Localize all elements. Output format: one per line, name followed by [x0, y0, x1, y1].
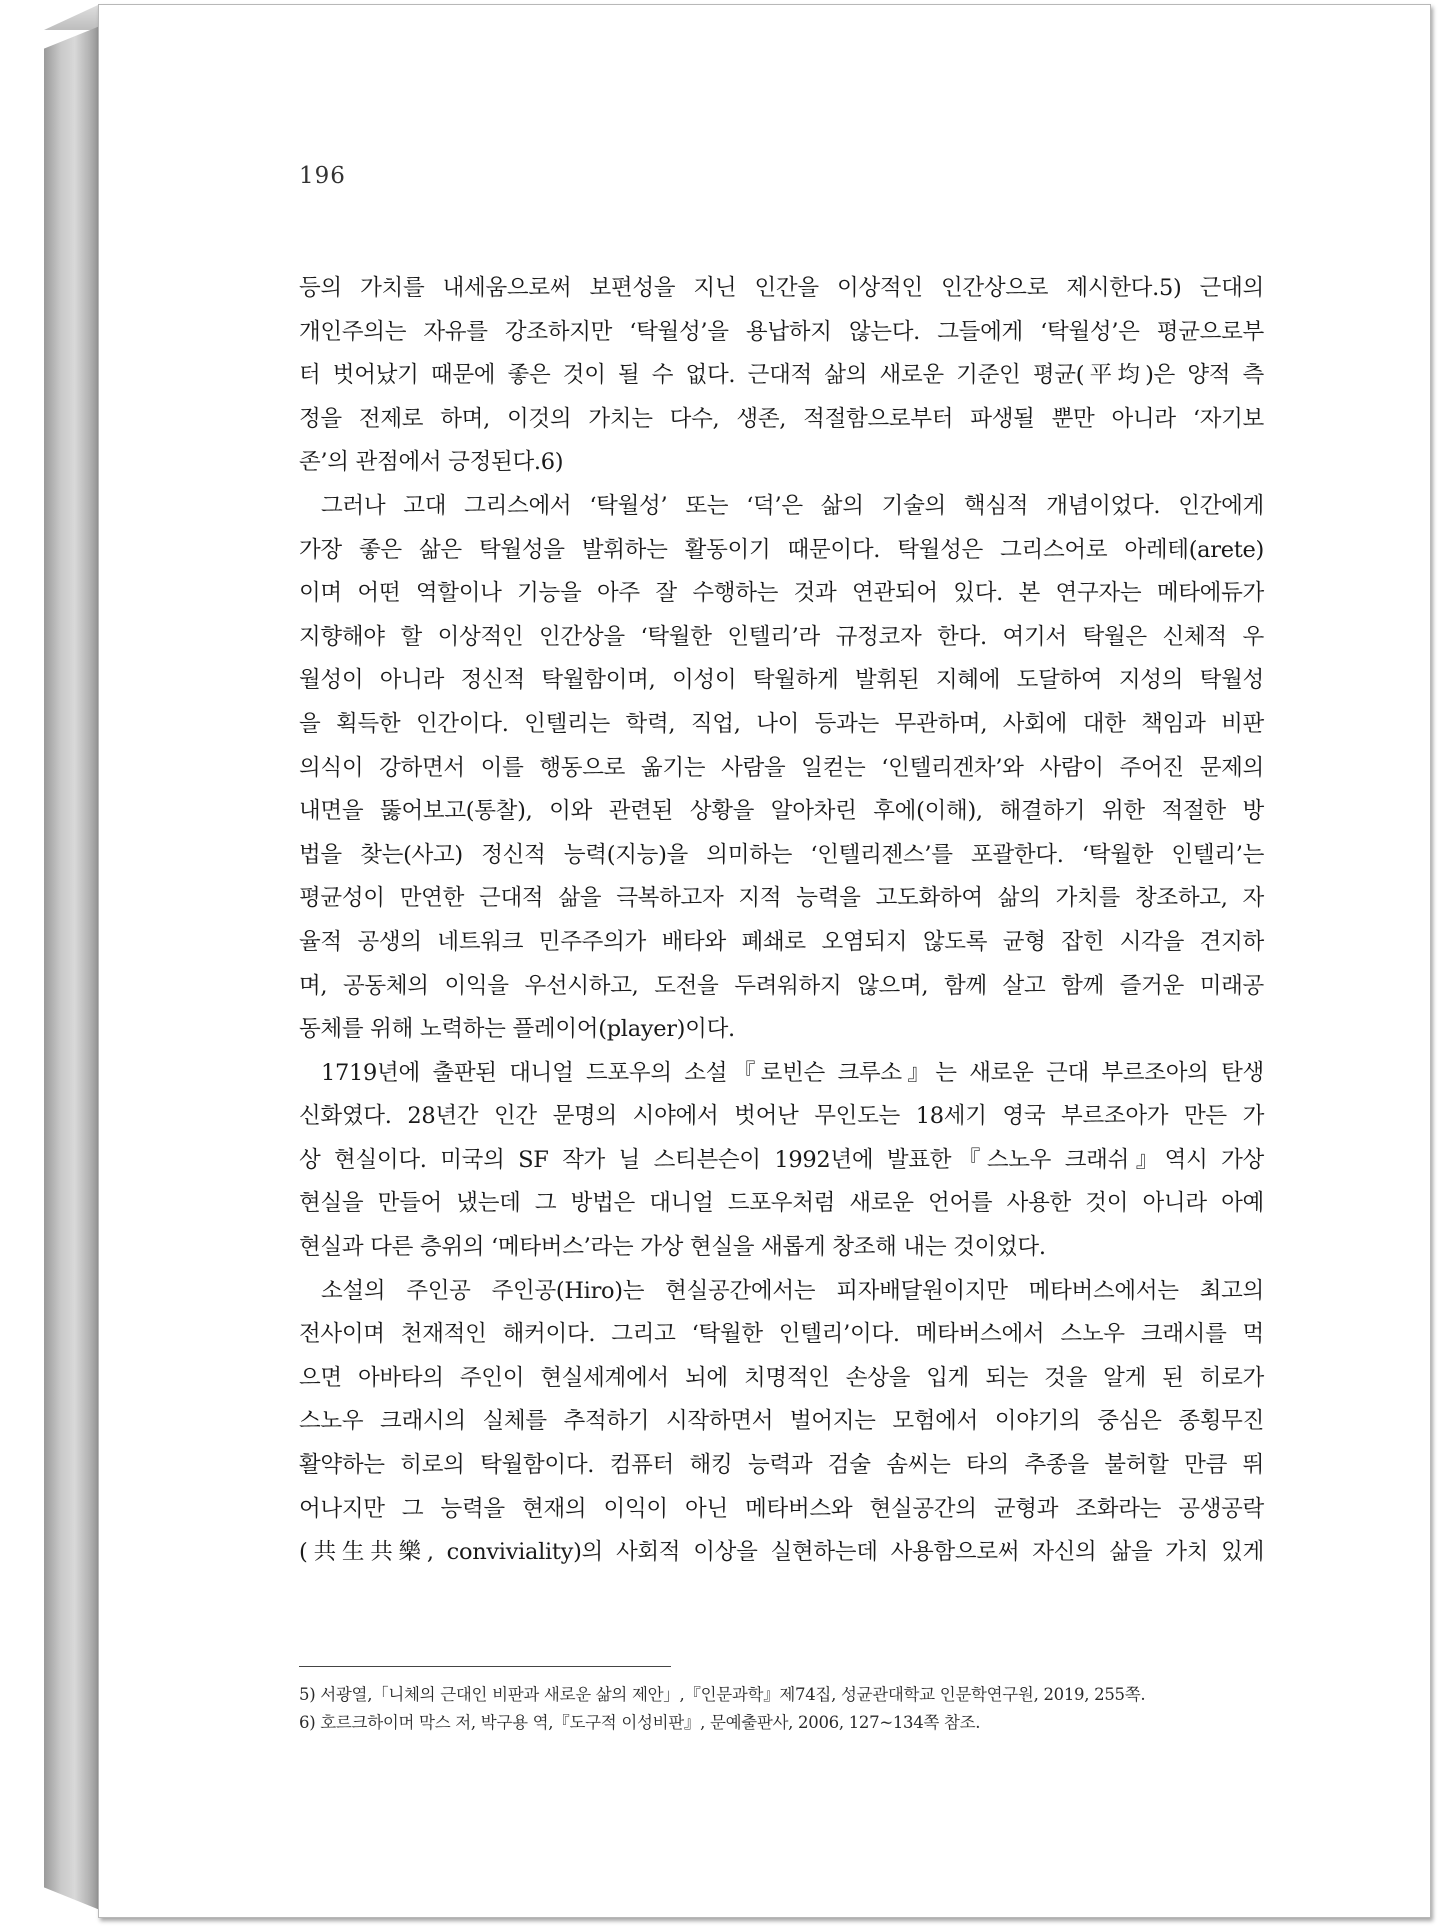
text-line: 스노우 크래시의 실체를 추적하기 시작하면서 벌어지는 모험에서 이야기의 중심은 종횡무진 — [299, 1408, 1264, 1435]
text-line: 동체를 위해 노력하는 플레이어(player)이다. — [299, 1016, 735, 1043]
body-text — [299, 267, 1264, 1575]
text-line: 1719년에 출판된 대니얼 드포우의 소설『로빈슨 크루소』는 새로운 근대 부르조아의 탄생 — [321, 1059, 1264, 1086]
text-line: 등의 가치를 내세움으로써 보편성을 지닌 인간을 이상적인 인간상으로 제시한다.5) 근대의 — [299, 275, 1264, 301]
text-line: 터 벗어났기 때문에 좋은 것이 될 수 없다. 근대적 삶의 새로운 기준인 평균(平均)은 양적 측 — [299, 362, 1264, 389]
text-line: 소설의 주인공 주인공(Hiro)는 현실공간에서는 피자배달원이지만 메타버스에서는 최고의 — [321, 1277, 1264, 1304]
text-line: 존’의 관점에서 긍정된다.6) — [299, 449, 564, 476]
footnote-divider — [299, 1666, 671, 1667]
footnotes — [299, 1681, 1264, 1737]
text-line: 그러나 고대 그리스에서 ‘탁월성’ 또는 ‘덕’은 삶의 기술의 핵심적 개념이었다. 인간에게 — [321, 492, 1264, 519]
text-line: 어나지만 그 능력을 현재의 이익이 아닌 메타버스와 현실공간의 균형과 조화라는 공생공락 — [299, 1495, 1264, 1522]
text-line: (共生共樂, conviviality)의 사회적 이상을 실현하는데 사용함으로써 자신의 삶을 가치 있게 — [299, 1539, 1264, 1566]
text-line: 법을 찾는(사고) 정신적 능력(지능)을 의미하는 ‘인텔리젠스’를 포괄한다. ‘탁월한 인텔리’는 — [299, 841, 1264, 868]
text-line: 상 현실이다. 미국의 SF 작가 닐 스티븐슨이 1992년에 발표한『스노우 크래쉬』역시 가상 — [299, 1146, 1264, 1173]
text-line: 전사이며 천재적인 해커이다. 그리고 ‘탁월한 인텔리’이다. 메타버스에서 스노우 크래시를 먹 — [299, 1321, 1264, 1348]
text-line: 이며 어떤 역할이나 기능을 아주 잘 수행하는 것과 연관되어 있다. 본 연구자는 메타에듀가 — [299, 580, 1264, 607]
text-line: 정을 전제로 하며, 이것의 가치는 다수, 생존, 적절함으로부터 파생될 뿐만 아니라 ‘자기보 — [299, 405, 1264, 432]
text-line: 으면 아바타의 주인이 현실세계에서 뇌에 치명적인 손상을 입게 되는 것을 알게 된 히로가 — [299, 1364, 1264, 1391]
text-line: 내면을 뚫어보고(통찰), 이와 관련된 상황을 알아차린 후에(이해), 해결하기 위한 적절한 방 — [299, 798, 1264, 825]
footnote-5: 5) 서광열,「니체의 근대인 비판과 새로운 삶의 제안」,『인문과학』제74집, 성균관대학교 인문학연구원, 2019, 255쪽. — [299, 1685, 1146, 1704]
footnote-6: 6) 호르크하이머 막스 저, 박구용 역,『도구적 이성비판』, 문예출판사, 2006, 127~134쪽 참조. — [299, 1713, 981, 1732]
text-line: 활약하는 히로의 탁월함이다. 컴퓨터 해킹 능력과 검술 솜씨는 타의 추종을 불허할 만큼 뛰 — [299, 1452, 1264, 1479]
text-line: 월성이 아니라 정신적 탁월함이며, 이성이 탁월하게 발휘된 지혜에 도달하여 지성의 탁월성 — [299, 667, 1264, 694]
text-line: 며, 공동체의 이익을 우선시하고, 도전을 두려워하지 않으며, 함께 살고 함께 즐거운 미래공 — [299, 972, 1264, 999]
text-line: 현실을 만들어 냈는데 그 방법은 대니얼 드포우처럼 새로운 언어를 사용한 것이 아니라 아예 — [299, 1190, 1264, 1217]
text-line: 의식이 강하면서 이를 행동으로 옮기는 사람을 일컫는 ‘인텔리겐차’와 사람이 주어진 문제의 — [299, 754, 1264, 781]
text-line: 현실과 다른 층위의 ‘메타버스’라는 가상 현실을 새롭게 창조해 내는 것이었다. — [299, 1234, 1046, 1261]
book-page — [98, 4, 1431, 1918]
book — [44, 4, 1432, 1920]
text-line: 가장 좋은 삶은 탁월성을 발휘하는 활동이기 때문이다. 탁월성은 그리스어로 아레테(arete) — [299, 536, 1264, 563]
book-spine — [44, 26, 100, 1910]
text-line: 지향해야 할 이상적인 인간상을 ‘탁월한 인텔리’라 규정코자 한다. 여기서 탁월은 신체적 우 — [299, 623, 1264, 650]
page-number: 196 — [299, 163, 346, 189]
text-line: 율적 공생의 네트워크 민주주의가 배타와 폐쇄로 오염되지 않도록 균형 잡힌 시각을 견지하 — [299, 928, 1264, 955]
text-line: 평균성이 만연한 근대적 삶을 극복하고자 지적 능력을 고도화하여 삶의 가치를 창조하고, 자 — [299, 885, 1264, 912]
text-line: 개인주의는 자유를 강조하지만 ‘탁월성’을 용납하지 않는다. 그들에게 ‘탁월성’은 평균으로부 — [299, 318, 1264, 345]
text-line: 을 획득한 인간이다. 인텔리는 학력, 직업, 나이 등과는 무관하며, 사회에 대한 책임과 비판 — [299, 710, 1264, 737]
text-line: 신화였다. 28년간 인간 문명의 시야에서 벗어난 무인도는 18세기 영국 부르조아가 만든 가 — [299, 1103, 1264, 1130]
